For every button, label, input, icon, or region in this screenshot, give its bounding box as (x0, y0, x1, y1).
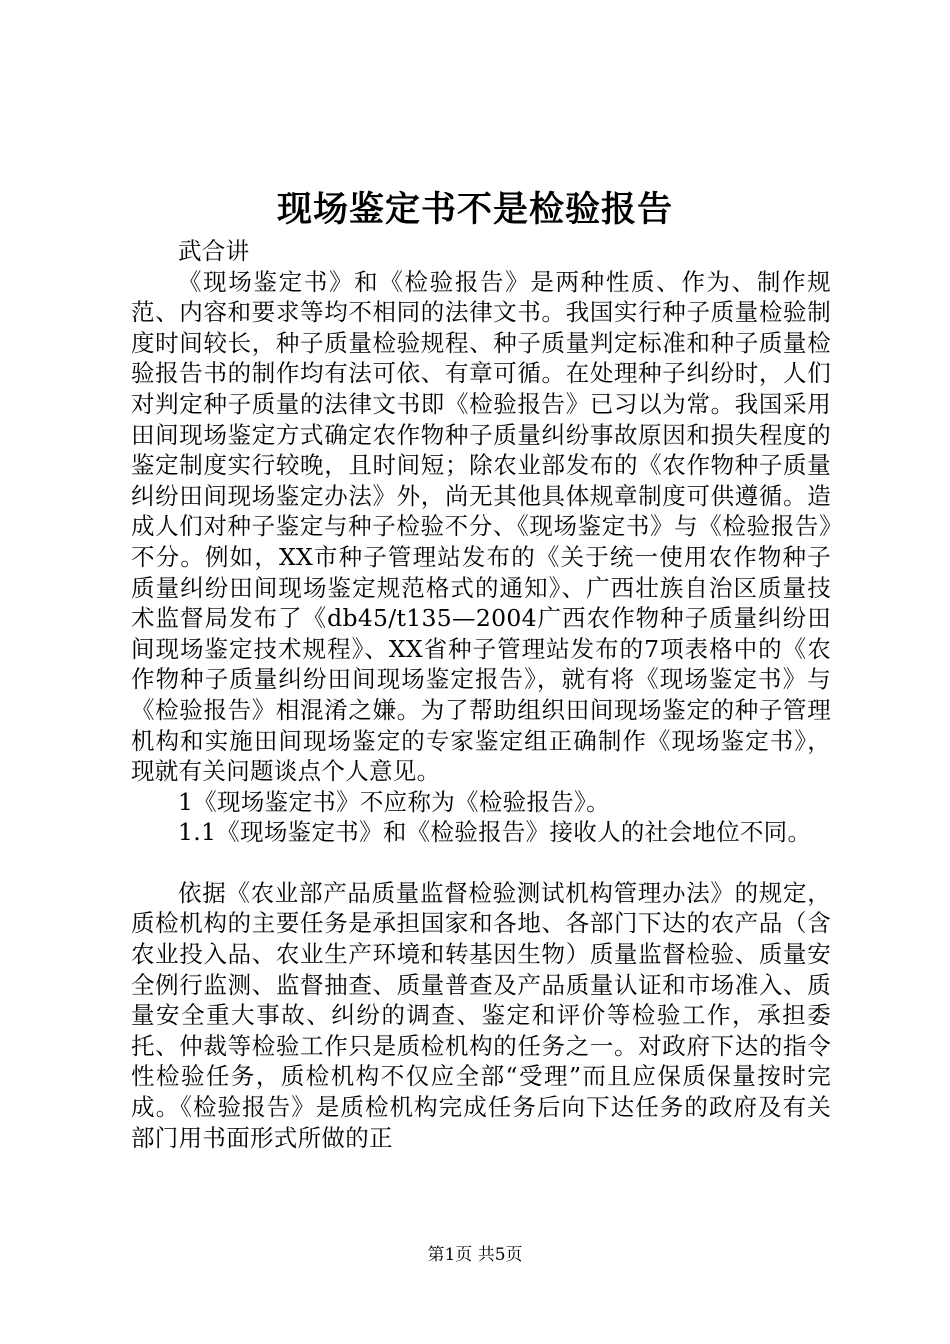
author-line: 武合讲 (178, 237, 250, 265)
section-heading-1-1: 1.1《现场鉴定书》和《检验报告》接收人的社会地位不同。 (178, 818, 812, 847)
page-footer: 第1页 共5页 (427, 1245, 523, 1265)
paragraph-regulation: 依据《农业部产品质量监督检验测试机构管理办法》的规定，质检机构的主要任务是承担国家和各地、各部门下达的农产品（含农业投入品、农业生产环境和转基因生物）质量监督检验、质量安全例行监测、监督抽查、质量普查及产品质量认证和市场准入、质量安全重大事故、纠纷的调查、鉴定和评价等检验工作，承担委托、仲裁等检验工作只是质检机构的任务之一。对政府下达的指令性检验任务，质检机构不仅应全部“受理”而且应保质保量按时完成。《检验报告》是质检机构完成任务后向下达任务的政府及有关部门用书面形式所做的正 (131, 878, 831, 1152)
section-heading-1: 1《现场鉴定书》不应称为《检验报告》。 (178, 787, 610, 816)
document-title: 现场鉴定书不是检验报告 (276, 189, 673, 230)
paragraph-intro: 《现场鉴定书》和《检验报告》是两种性质、作为、制作规范、内容和要求等均不相同的法律文书。我国实行种子质量检验制度时间较长，种子质量检验规程、种子质量判定标准和种子质量检验报告书的制作均有法可依、有章可循。在处理种子纠纷时，人们对判定种子质量的法律文书即《检验报告》已习以为常。我国采用田间现场鉴定方式确定农作物种子质量纠纷事故原因和损失程度的鉴定制度实行较晚，且时间短；除农业部发布的《农作物种子质量纠纷田间现场鉴定办法》外，尚无其他具体规章制度可供遵循。造成人们对种子鉴定与种子检验不分、《现场鉴定书》与《检验报告》不分。例如，XX市种子管理站发布的《关于统一使用农作物种子质量纠纷田间现场鉴定规范格式的通知》、广西壮族自治区质量技术监督局发布了《db45/t135—2004广西农作物种子质量纠纷田间现场鉴定技术规程》、XX省种子管理站发布的7项表格中的《农作物种子质量纠纷田间现场鉴定报告》，就有将《现场鉴定书》与《检验报告》相混淆之嫌。为了帮助组织田间现场鉴定的种子管理机构和实施田间现场鉴定的专家鉴定组正确制作《现场鉴定书》，现就有关问题谈点个人意见。 (131, 267, 831, 786)
document-body (131, 236, 831, 1153)
